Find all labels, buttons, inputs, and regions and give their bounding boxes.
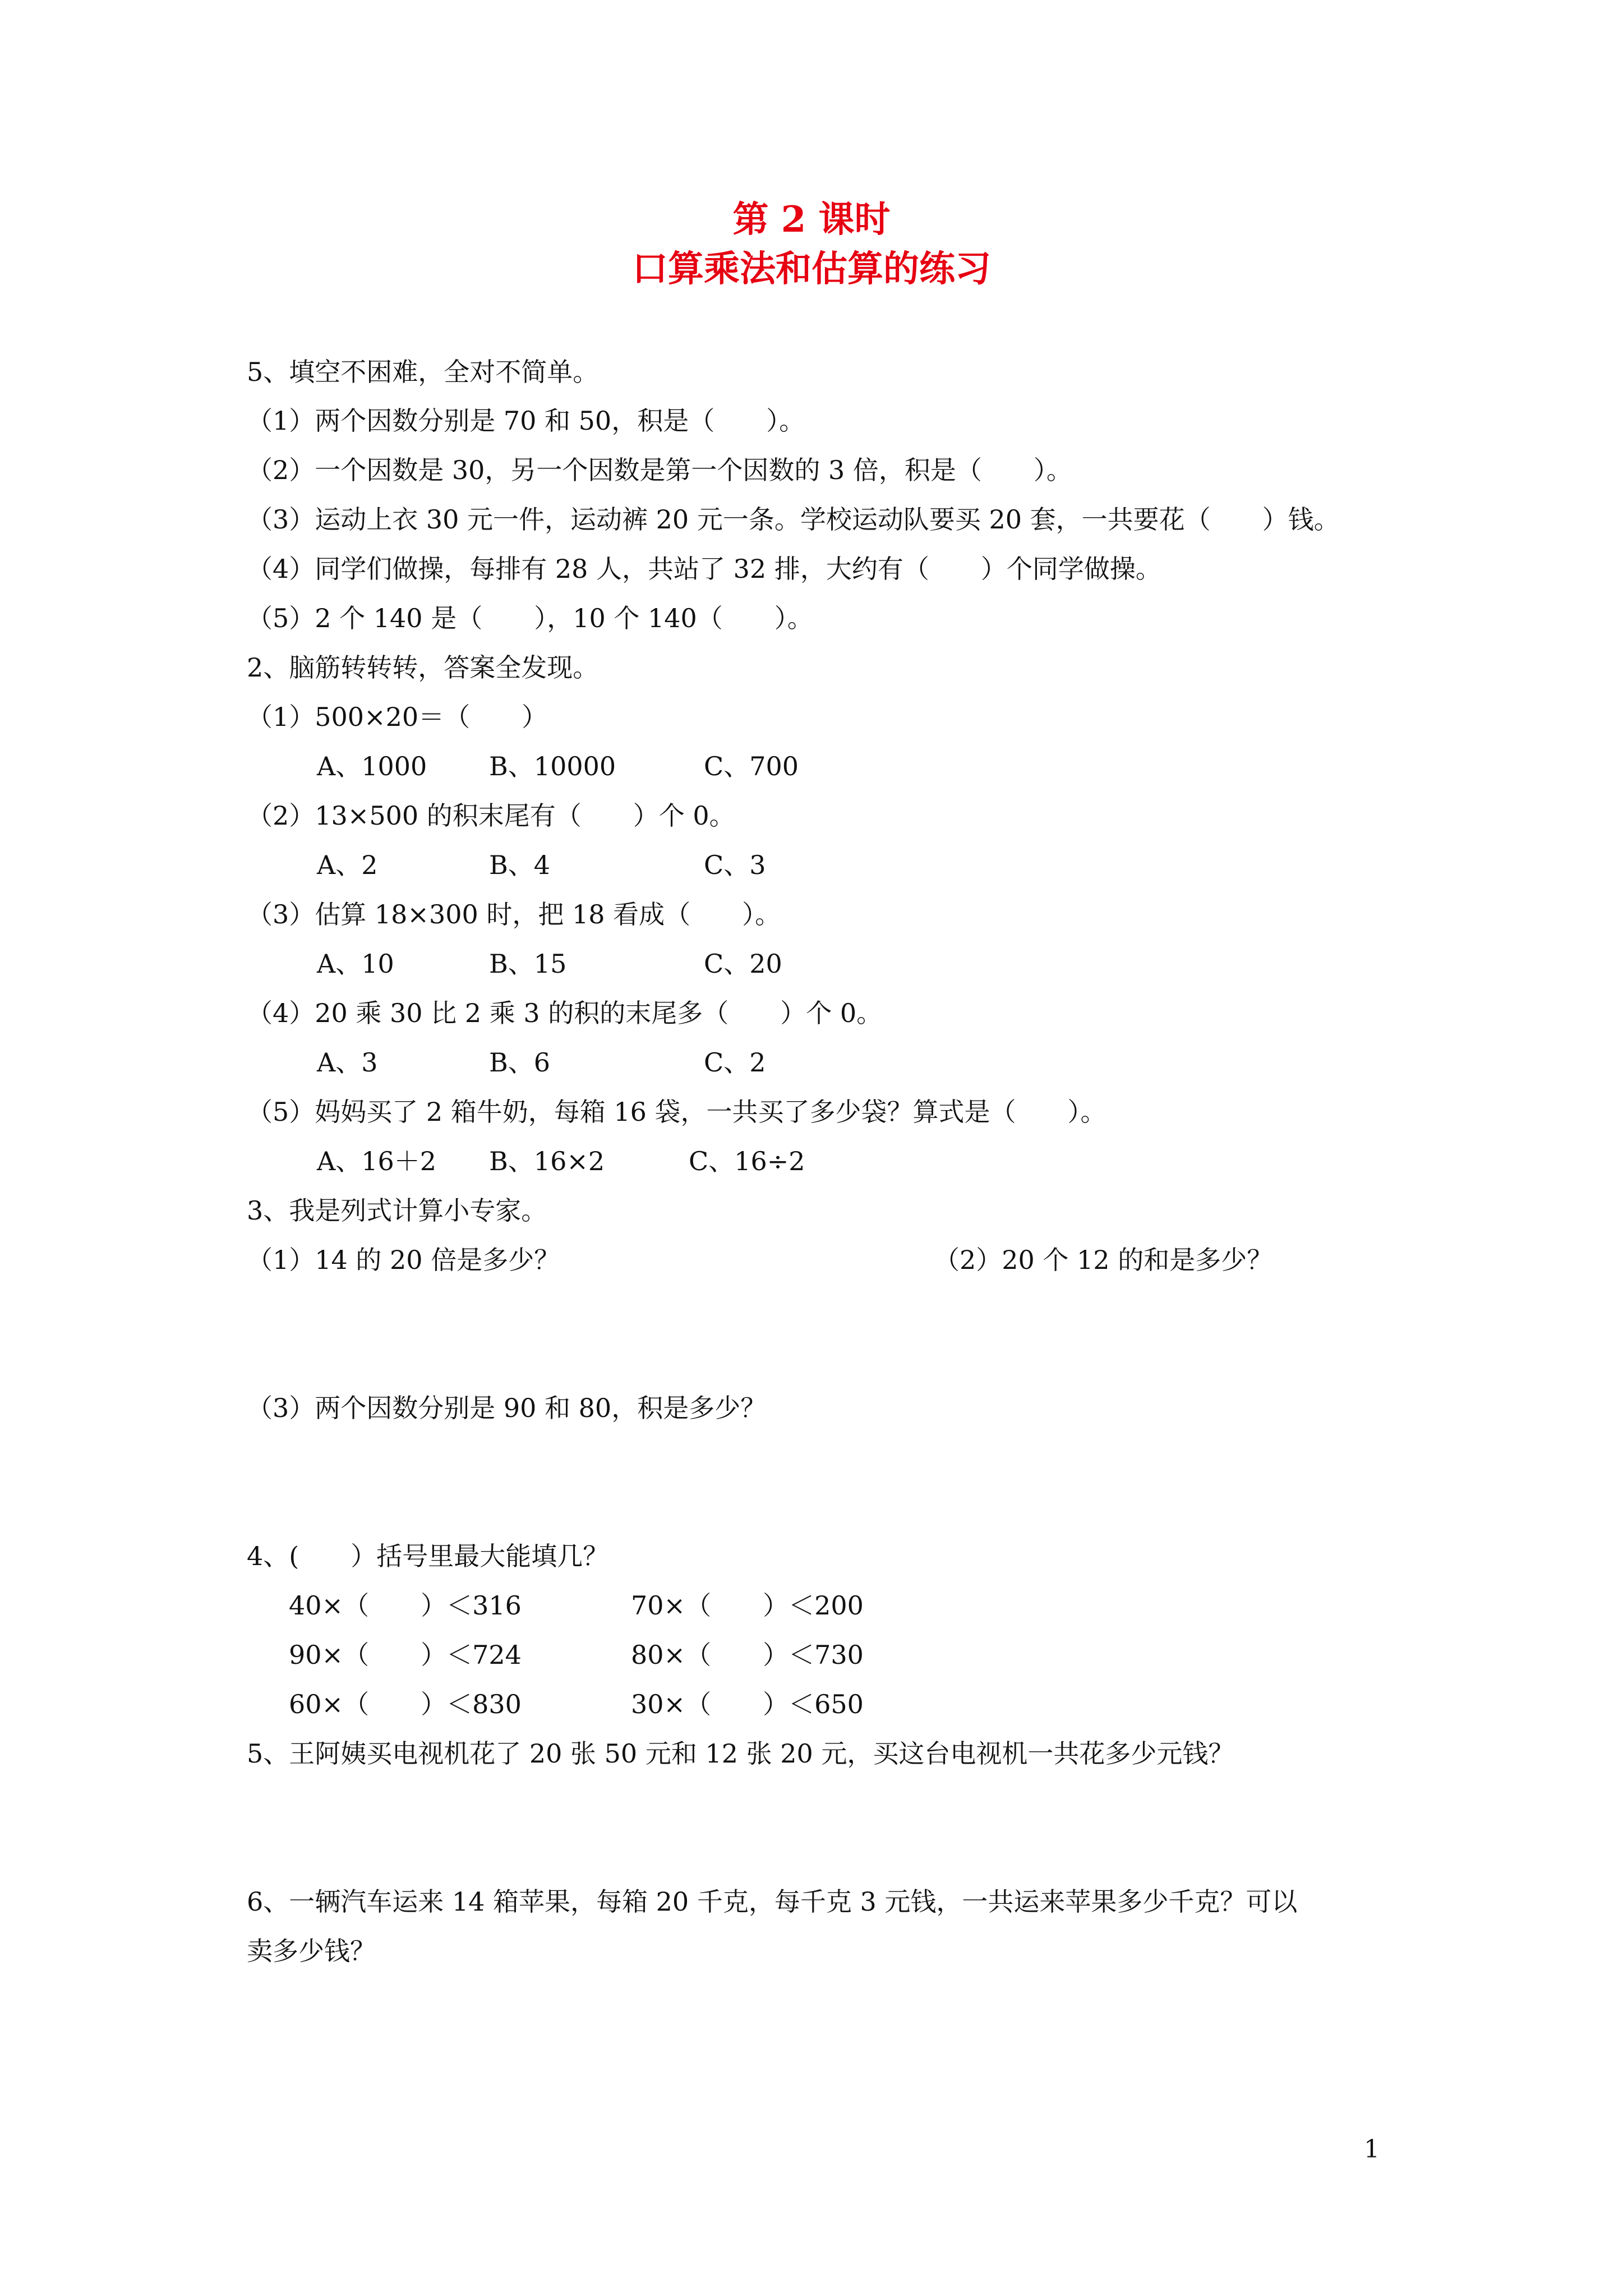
- calc-question-3: （3）两个因数分别是 90 和 80，积是多少？: [247, 1393, 767, 1423]
- section-calc-heading: 3、我是列式计算小专家。: [247, 1195, 547, 1226]
- choice-option-c: C、20: [704, 949, 782, 979]
- choice-option-c: C、700: [704, 751, 799, 781]
- choice-option-b: B、6: [489, 1047, 551, 1078]
- choice-question: （2）13×500 的积末尾有（ ）个 0。: [247, 800, 735, 831]
- choice-option-b: B、15: [489, 949, 567, 979]
- choice-option-c: C、2: [704, 1047, 766, 1078]
- calc-question-2: （2）20 个 12 的和是多少？: [934, 1245, 1273, 1275]
- choice-option-b: B、10000: [489, 751, 616, 781]
- choice-question: （5）妈妈买了 2 箱牛奶，每箱 16 袋，一共买了多少袋？算式是（ ）。: [247, 1097, 1106, 1127]
- section-choice-heading: 2、脑筋转转转，答案全发现。: [247, 652, 599, 683]
- choice-option-b: B、4: [489, 850, 551, 880]
- fill-item: （3）运动上衣 30 元一件，运动裤 20 元一条。学校运动队要买 20 套，一共要花（ ）钱。: [247, 504, 1340, 535]
- choice-question: （1）500×20＝（ ）: [247, 702, 548, 732]
- choice-option-a: A、10: [317, 949, 394, 979]
- choice-option-a: A、3: [317, 1047, 378, 1078]
- choice-option-c: C、16÷2: [689, 1146, 805, 1176]
- choice-option-a: A、1000: [317, 751, 427, 781]
- inequality-item: 70×（ ）＜200: [631, 1590, 864, 1621]
- inequality-item: 40×（ ）＜316: [289, 1590, 522, 1621]
- choice-question: （4）20 乘 30 比 2 乘 3 的积的末尾多（ ）个 0。: [247, 998, 883, 1028]
- section-fill-heading: 5、填空不困难，全对不简单。: [247, 357, 599, 387]
- calc-question-1: （1）14 的 20 倍是多少？: [247, 1245, 560, 1275]
- lesson-number: 第 2 课时: [732, 199, 891, 241]
- page-title: 口算乘法和估算的练习: [632, 248, 991, 290]
- inequality-item: 30×（ ）＜650: [631, 1689, 864, 1719]
- word-problem-6-line1: 6、一辆汽车运来 14 箱苹果，每箱 20 千克，每千克 3 元钱，一共运来苹果多少千克？可以: [247, 1887, 1298, 1917]
- fill-item: （5）2 个 140 是（ ），10 个 140（ ）。: [247, 603, 813, 633]
- page-number: 1: [1364, 2135, 1380, 2164]
- choice-question: （3）估算 18×300 时，把 18 看成（ ）。: [247, 899, 781, 930]
- inequality-item: 60×（ ）＜830: [289, 1689, 522, 1719]
- word-problem-6-line2: 卖多少钱？: [247, 1936, 376, 1966]
- choice-option-b: B、16×2: [489, 1146, 605, 1176]
- inequality-item: 80×（ ）＜730: [631, 1640, 864, 1670]
- section-max-heading: 4、( ）括号里最大能填几？: [247, 1541, 609, 1571]
- fill-item: （2）一个因数是 30，另一个因数是第一个因数的 3 倍，积是（ ）。: [247, 455, 1072, 485]
- fill-item: （4）同学们做操，每排有 28 人，共站了 32 排，大约有（ ）个同学做操。: [247, 554, 1161, 584]
- choice-option-a: A、16＋2: [317, 1146, 437, 1176]
- fill-item: （1）两个因数分别是 70 和 50，积是（ ）。: [247, 406, 805, 436]
- choice-option-c: C、3: [704, 850, 766, 880]
- inequality-item: 90×（ ）＜724: [289, 1640, 522, 1670]
- choice-option-a: A、2: [317, 850, 378, 880]
- word-problem-5: 5、王阿姨买电视机花了 20 张 50 元和 12 张 20 元，买这台电视机一共花多少元钱？: [247, 1738, 1234, 1769]
